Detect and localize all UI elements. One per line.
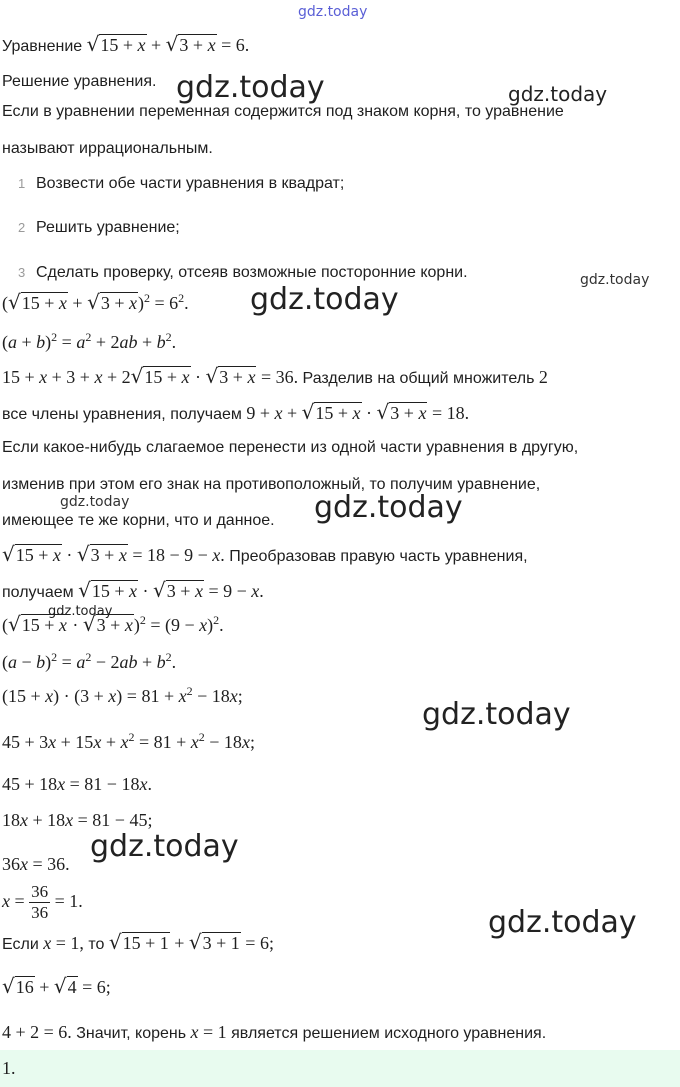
text: является решением исходного уравнения. xyxy=(231,1025,547,1042)
watermark: gdz.today xyxy=(508,82,608,106)
text: Разделив на общий множитель xyxy=(302,370,535,387)
answer-box xyxy=(0,1050,680,1087)
equation: $(√15 + x \cdot √3 + x)^2 = (9 - x)^2$. xyxy=(2,612,224,636)
rule-text: изменив при этом его знак на противоположный, то получим уравнение, xyxy=(2,476,541,493)
list-item xyxy=(18,263,468,283)
problem-statement xyxy=(2,34,249,57)
equation: $(√15 + x + √3 + x)^2 = 6^2$. xyxy=(2,290,189,314)
text: Преобразовав правую часть уравнения, xyxy=(229,548,528,565)
equation: √16 + √4 = 6; xyxy=(2,974,111,998)
problem-label: Уравнение xyxy=(2,38,83,55)
watermark: gdz.today xyxy=(488,905,637,940)
equation-line: 15 + x + 3 + x + 2√15 + x · √3 + x = 36. Разделив на общий множитель 2 xyxy=(2,364,548,388)
watermark: gdz.today xyxy=(250,282,399,317)
equation: 36x = 36. xyxy=(2,854,70,874)
equation: 18x + 18x = 81 − 45; xyxy=(2,810,153,830)
watermark: gdz.today xyxy=(90,829,239,864)
equation: $45 + 3x + 15x + x^2 = 81 + x^2 - 18x$; xyxy=(2,730,255,752)
equation: $(a + b)^2 = a^2 + 2ab + b^2$. xyxy=(2,330,177,352)
equation: x = $\frac{36}{36}$ = 1. xyxy=(2,882,83,923)
rule-text: имеющее те же корни, что и данное. xyxy=(2,512,275,529)
solution-heading: Решение уравнения. xyxy=(2,73,157,90)
watermark: gdz.today xyxy=(314,490,463,525)
list-item xyxy=(18,174,344,194)
equation: $(15 + x) \cdot (3 + x) = 81 + x^2 - 18x$; xyxy=(2,684,243,706)
text: Значит, корень xyxy=(76,1025,187,1042)
text: получаем xyxy=(2,584,74,601)
watermark: gdz.today xyxy=(48,604,113,619)
equation: $(a - b)^2 = a^2 - 2ab + b^2$. xyxy=(2,650,177,672)
list-number: 3 xyxy=(18,265,26,280)
equation-line: 4 + 2 = 6. Значит, корень x = 1 является решением исходного уравнения. xyxy=(2,1022,547,1042)
watermark: gdz.today xyxy=(60,494,130,510)
list-text: Сделать проверку, отсеяв возможные посторонние корни. xyxy=(36,264,468,281)
watermark: gdz.today xyxy=(422,697,571,732)
equation-line: все члены уравнения, получаем 9 + x + √15 + x · √3 + x = 18. xyxy=(2,400,470,424)
watermark: gdz.today xyxy=(176,70,325,105)
text: все члены уравнения, получаем xyxy=(2,406,242,423)
list-text: Решить уравнение; xyxy=(36,219,180,236)
equation-line: Если x = 1, то √15 + 1 + √3 + 1 = 6; xyxy=(2,930,274,954)
list-text: Возвести обе части уравнения в квадрат; xyxy=(36,175,345,192)
rule-text: Если какое-нибудь слагаемое перенести из одной части уравнения в другую, xyxy=(2,439,579,456)
text: то xyxy=(88,936,105,953)
equation-line: √15 + x · √3 + x = 18 − 9 − x. Преобразовав правую часть уравнения, xyxy=(2,542,528,566)
list-number: 2 xyxy=(18,220,26,235)
intro-text: называют иррациональным. xyxy=(2,140,213,157)
answer: 1. xyxy=(2,1058,16,1078)
number: 2 xyxy=(538,367,548,387)
equation-line: получаем √15 + x · √3 + x = 9 − x. xyxy=(2,578,264,602)
watermark: gdz.today xyxy=(580,272,650,288)
intro-text: Если в уравнении переменная содержится под знаком корня, то уравнение xyxy=(2,103,564,120)
text: Если xyxy=(2,936,39,953)
list-number: 1 xyxy=(18,176,26,191)
list-item xyxy=(18,218,180,238)
equation: √15 + x + √3 + x = 6. xyxy=(86,32,250,56)
watermark-top: gdz.today xyxy=(298,4,368,20)
equation: 45 + 18x = 81 − 18x. xyxy=(2,774,152,794)
